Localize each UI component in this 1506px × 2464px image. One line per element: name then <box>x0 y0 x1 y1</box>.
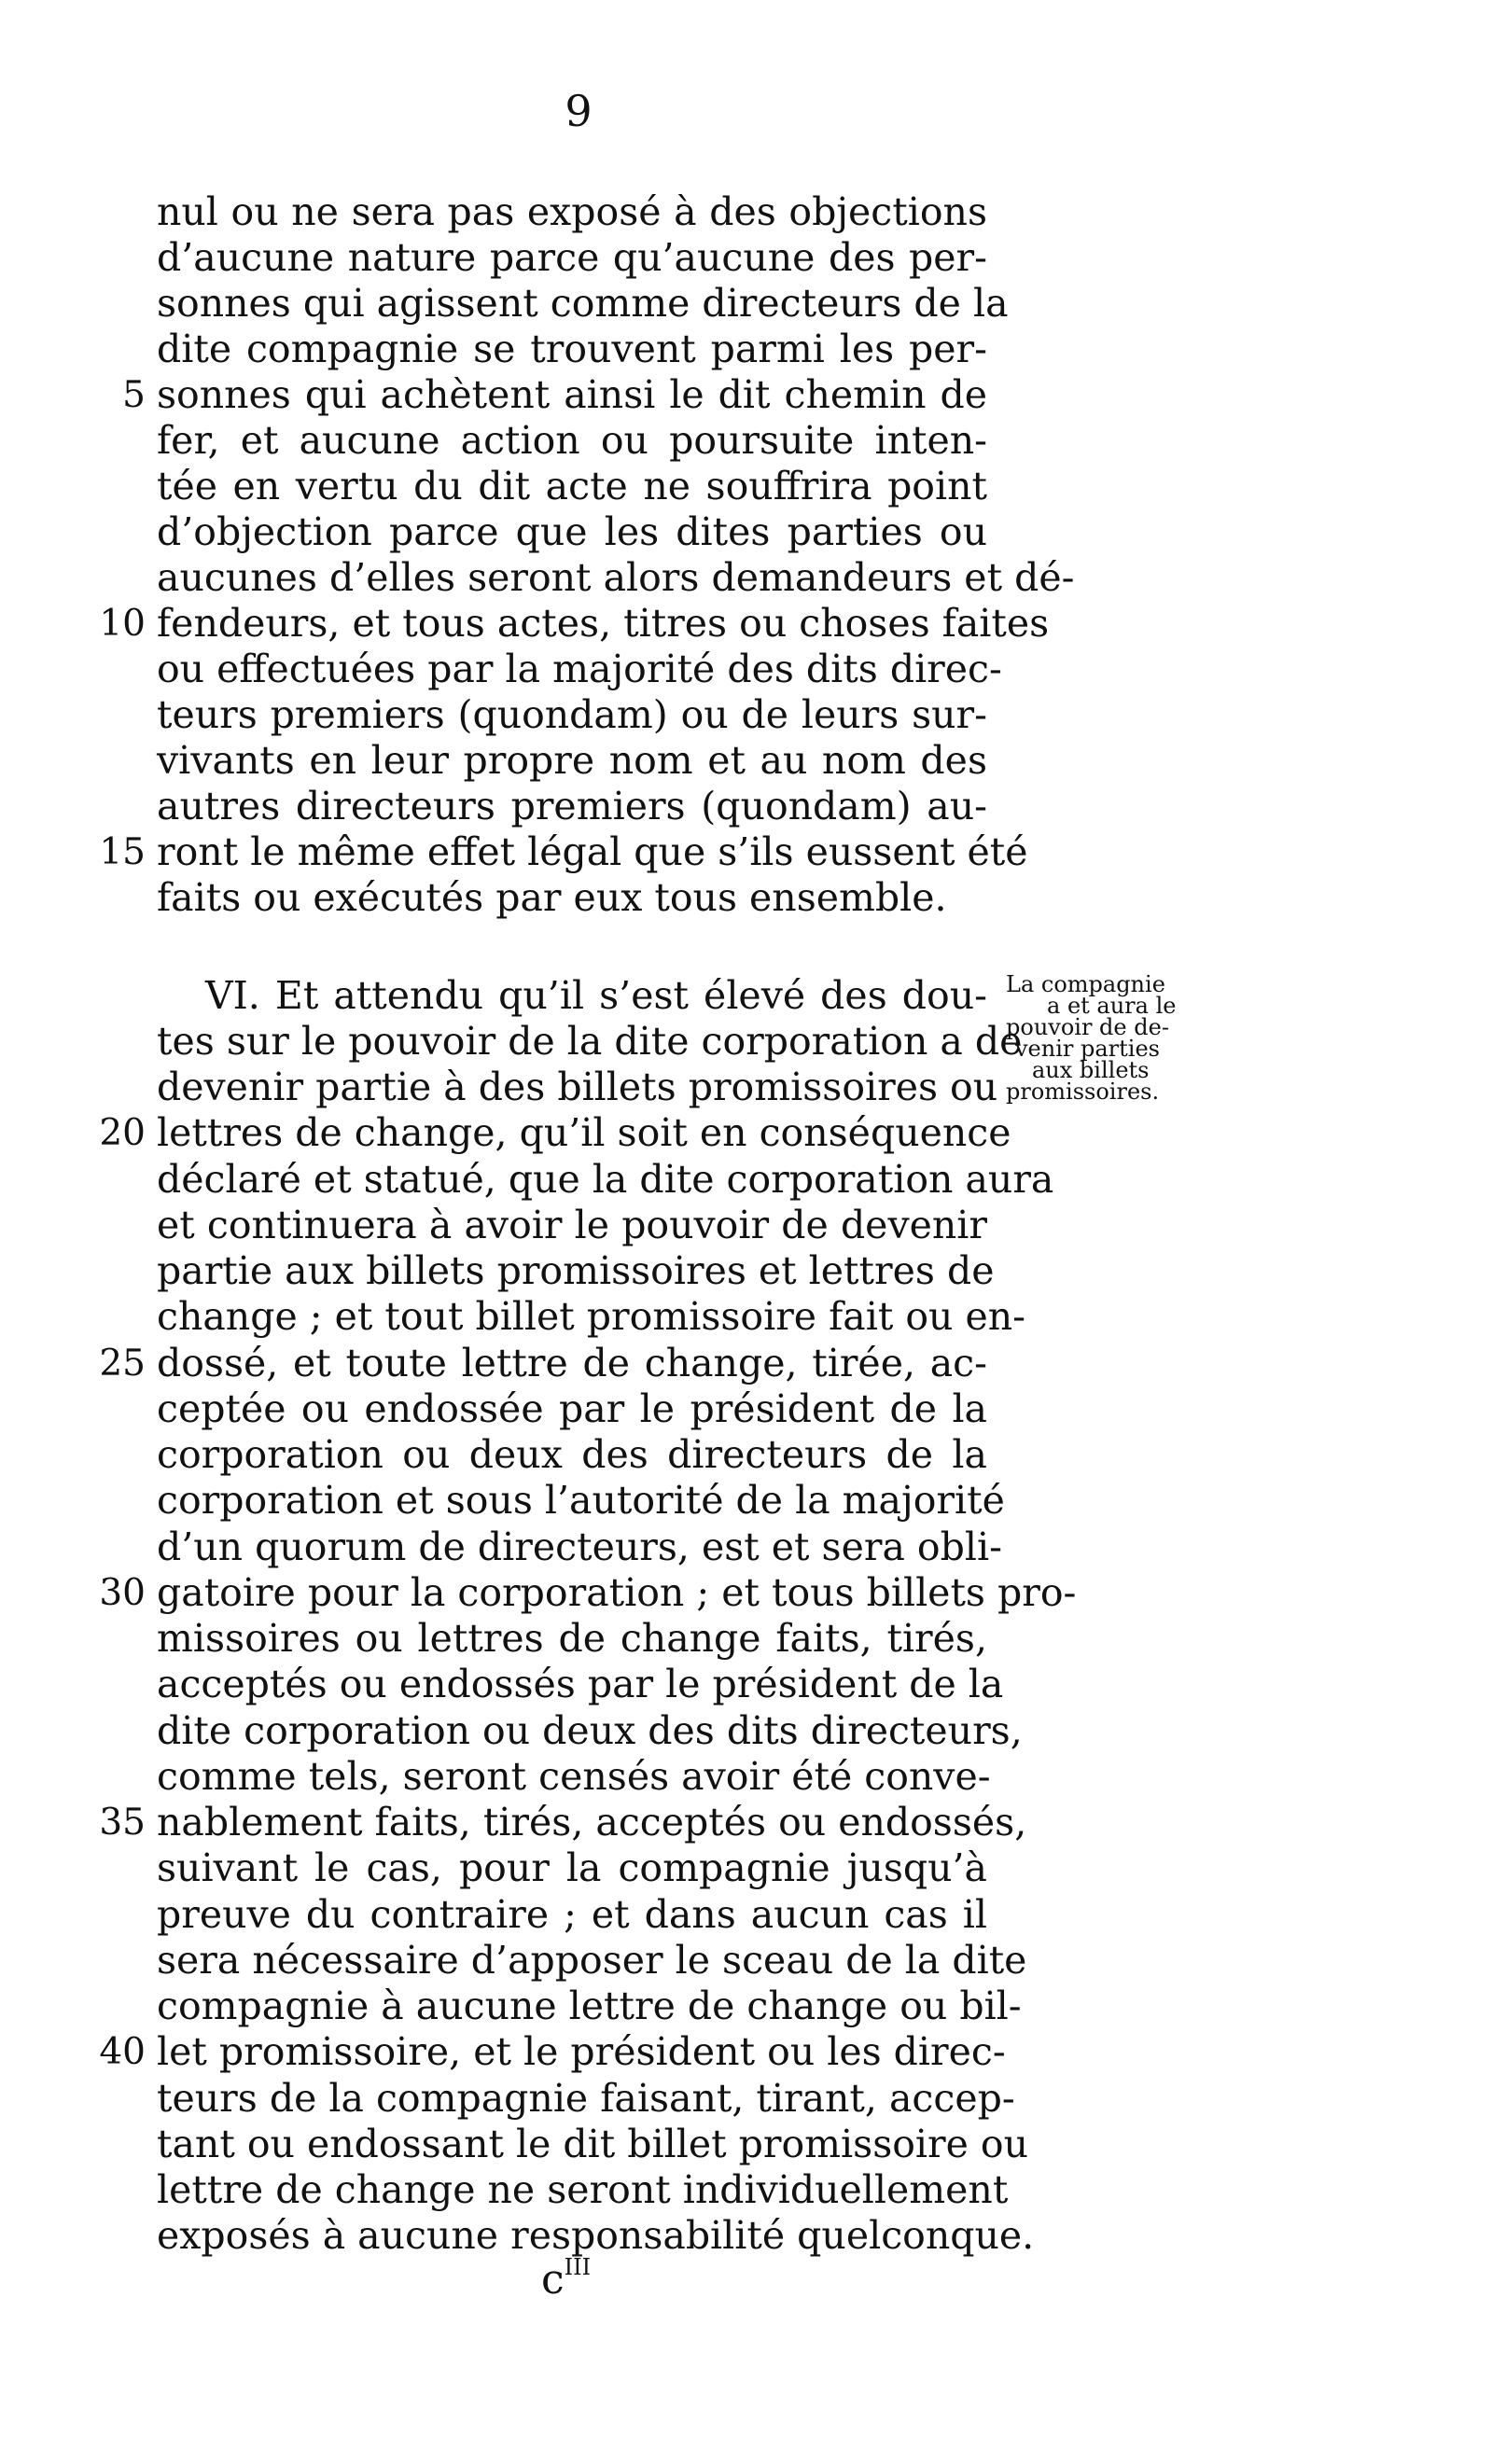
text-line: sonnes qui achètent ainsi le dit chemin de <box>157 372 987 417</box>
text-line: nablement faits, tirés, acceptés ou endossés, <box>157 1800 1027 1845</box>
text-line: exposés à aucune responsabilité quelconque. <box>157 2213 1035 2258</box>
text-line: devenir partie à des billets promissoires ou <box>157 1065 998 1109</box>
margin-note-line: La compagnie <box>1006 971 1165 997</box>
text-line: corporation et sous l’autorité de la majorité <box>157 1478 1005 1523</box>
page-number: 9 <box>565 86 593 136</box>
margin-note-line: promissoires. <box>1006 1079 1160 1105</box>
text-line: sera nécessaire d’apposer le sceau de la dite <box>157 1938 1027 1983</box>
signature-letter: c <box>541 2256 565 2304</box>
text-line: d’un quorum de directeurs, est et sera obli- <box>157 1524 1002 1569</box>
margin-note-line: aux billets <box>1032 1057 1150 1083</box>
text-line: tant ou endossant le dit billet promissoire ou <box>157 2122 1029 2166</box>
text-line: compagnie à aucune lettre de change ou bil- <box>157 1984 1022 2028</box>
text-line: fer, et aucune action ou poursuite inten- <box>157 418 987 463</box>
text-line: acceptés ou endossés par le président de la <box>157 1662 1004 1706</box>
margin-note <box>1006 971 1202 1105</box>
margin-note-line: pouvoir de de- <box>1006 1014 1169 1040</box>
text-line: preuve du contraire ; et dans aucun cas il <box>157 1892 987 1937</box>
line-number: 10 <box>99 603 146 645</box>
text-line: missoires ou lettres de change faits, tirés, <box>157 1616 987 1661</box>
text-line: vivants en leur propre nom et au nom des <box>157 738 987 783</box>
text-line: et continuera à avoir le pouvoir de devenir <box>157 1203 987 1247</box>
text-line: comme tels, seront censés avoir été conve- <box>157 1754 991 1799</box>
text-line: let promissoire, et le président ou les direc- <box>157 2029 1006 2074</box>
line-number: 35 <box>99 1802 146 1844</box>
line-number: 20 <box>99 1112 146 1154</box>
text-line: corporation ou deux des directeurs de la <box>157 1432 987 1477</box>
text-line: lettres de change, qu’il soit en conséquence <box>157 1110 1011 1155</box>
text-line: d’aucune nature parce qu’aucune des per- <box>157 235 987 280</box>
line-number: 30 <box>99 1572 146 1614</box>
signature-superscript: III <box>564 2254 592 2280</box>
margin-note-line: venir parties <box>1015 1036 1160 1062</box>
text-line: change ; et tout billet promissoire fait ou en- <box>157 1294 1025 1339</box>
text-line: tée en vertu du dit acte ne souffrira point <box>157 464 987 508</box>
line-number: 15 <box>99 831 146 873</box>
text-line: dite corporation ou deux des dits directeurs, <box>157 1708 1023 1753</box>
text-line: teurs de la compagnie faisant, tirant, accep- <box>157 2076 1015 2121</box>
text-line: nul ou ne sera pas exposé à des objections <box>157 189 987 234</box>
text-line: dossé, et toute lettre de change, tirée, ac- <box>157 1341 987 1385</box>
text-line: ou effectuées par la majorité des dits direc- <box>157 647 1002 691</box>
text-line: faits ou exécutés par eux tous ensemble. <box>157 875 947 920</box>
line-number: 25 <box>99 1343 146 1385</box>
text-line: ceptée ou endossée par le président de la <box>157 1386 987 1431</box>
text-line: sonnes qui agissent comme directeurs de la <box>157 281 1009 326</box>
text-line: lettre de change ne seront individuellement <box>157 2167 1009 2212</box>
text-line: suivant le cas, pour la compagnie jusqu’à <box>157 1845 987 1890</box>
margin-note-line: a et aura le <box>1047 993 1177 1019</box>
line-number: 5 <box>122 374 146 416</box>
text-line: déclaré et statué, que la dite corporation aura <box>157 1157 1054 1202</box>
text-line: gatoire pour la corporation ; et tous billets pro- <box>157 1570 1077 1615</box>
text-line: d’objection parce que les dites parties ou <box>157 509 987 554</box>
text-line: aucunes d’elles seront alors demandeurs et dé- <box>157 555 1075 600</box>
text-line: ront le même effet légal que s’ils eussent été <box>157 829 1028 874</box>
line-number: 40 <box>99 2031 146 2073</box>
text-line: tes sur le pouvoir de la dite corporation a de <box>157 1019 1023 1064</box>
section-heading-line: VI. Et attendu qu’il s’est élevé des dou- <box>205 973 987 1018</box>
text-line: partie aux billets promissoires et lettres de <box>157 1248 995 1293</box>
text-line: fendeurs, et tous actes, titres ou choses faites <box>157 601 1050 646</box>
signature-mark <box>541 2254 592 2304</box>
text-line: teurs premiers (quondam) ou de leurs sur- <box>157 692 987 737</box>
text-line: autres directeurs premiers (quondam) au- <box>157 784 987 828</box>
text-line: dite compagnie se trouvent parmi les per- <box>157 327 987 371</box>
